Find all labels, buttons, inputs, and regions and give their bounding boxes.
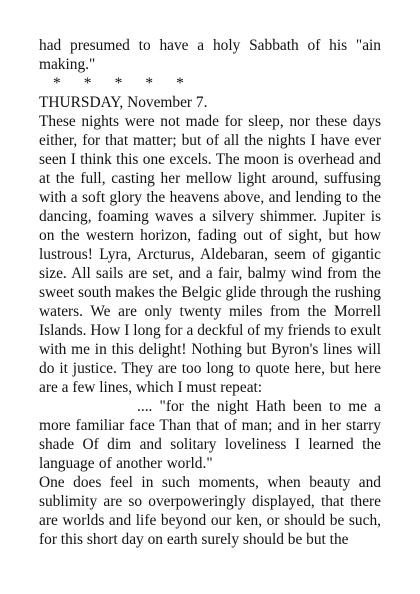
opening-text: had presumed to have a holy Sabbath of his "ain making." — [39, 37, 381, 73]
main-paragraph: These nights were not made for sleep, nor these days either, for that matter; but of all the nights I have ever seen I think this one excels. The moon is overhead and at the full, casting her mellow light around, suffusing with a soft glory the heavens above, and lending to the dancing, foaming waves a silvery shimmer. Jupiter is on the western horizon, fading out of sight, but how lustrous! Lyra, Arcturus, Aldebaran, seem of gigantic size. All sails are set, and a fair, balmy wind from the sweet south makes the Belgic glide through the rushing waters. We are only twenty miles from the Morrell Islands. How I long for a deckful of my friends to exult with me in this delight! Nothing but Byron's lines will do it justice. They are too long to quote here, but here are a few lines, which I must repeat: — [39, 113, 381, 396]
closing-paragraph: One does feel in such moments, when beauty and sublimity are so overpoweringly displayed, that there are worlds and life beyond our ken, or should be such, for this short day on earth surely should be but the — [39, 474, 381, 548]
section-break: * * * * * — [53, 75, 184, 92]
date-heading: THURSDAY, November 7. — [39, 94, 208, 111]
document-page — [39, 36, 381, 549]
poem-quote: .... "for the night Hath been to me a more familiar face Than that of man; and in her starry shade Of dim and solitary loveliness I learned the language of another world." — [39, 398, 381, 472]
